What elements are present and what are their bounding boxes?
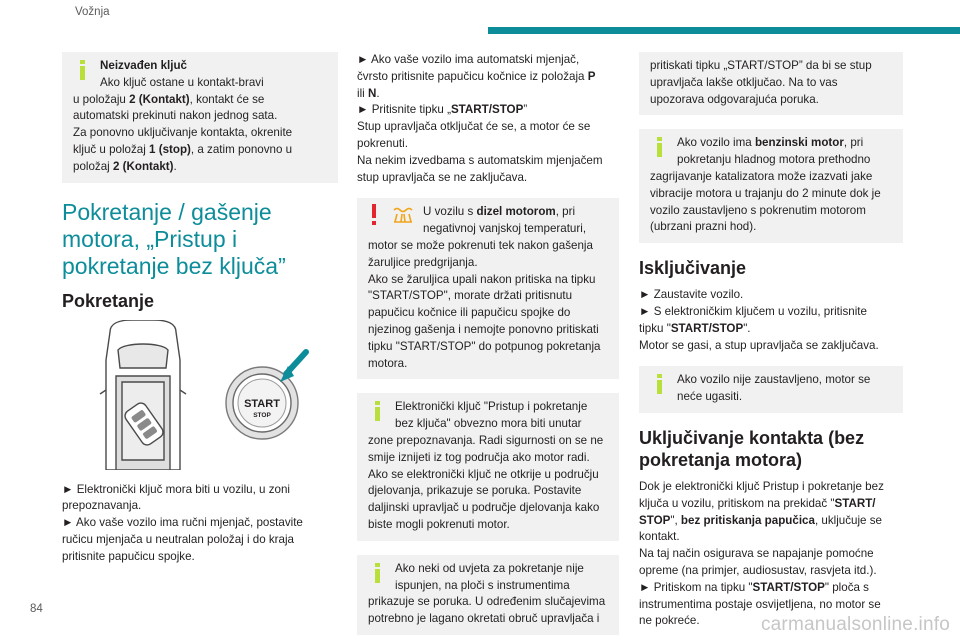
info-note-petrol: Ako vozilo ima benzinski motor, pri pokretanju hladnog motora prethodno zagrijavanje katalizatora može izazvati jake vibracije motora u trajanju do 2 minute dok je vozilo zaustavljeno s pokrenutim motorom (ubrzani prazni hod). (639, 129, 903, 243)
subheading-ignition-on: Uključivanje kontakta (bez pokretanja motora) (639, 427, 865, 470)
start-button-label: START (244, 397, 280, 410)
column-right (639, 52, 903, 630)
info-note-not-stopped: Ako vozilo nije zaustavljeno, motor se neće ugasiti. (639, 366, 903, 413)
info-note-key: Neizvađen ključ Ako ključ ostane u kontakt-bravi u položaju 2 (Kontakt), kontakt će se automatski prekinuti nakon jednog sata. Za ponovno uključivanje kontakta, okrenite ključ u položaj 1 (stop), a zatim ponovno u položaj 2 (Kontakt). (62, 52, 338, 183)
body-text: ► Zaustavite vozilo. ► S elektroničkim ključem u vozilu, pritisnite tipku "START/STOP". Motor se gasi, a stup upravljača se zaključava. (639, 288, 879, 352)
info-icon (652, 374, 668, 392)
section-heading: Pokretanje / gašenje motora, „Pristup i pokretanje bez ključa” (62, 198, 286, 279)
stop-button-label: STOP (253, 411, 271, 419)
warning-glow-plug-icon (370, 204, 414, 228)
note-line: Ako ključ ostane u kontakt-bravi (100, 75, 264, 89)
subheading-switch-off: Isključivanje (639, 258, 747, 279)
body-text: ► Ako vaše vozilo ima automatski mjenjač, čvrsto pritisnite papučicu kočnice iz položaja P ili N. ► Pritisnite tipku „START/STOP” Stup upravljača otključat će se, a motor će se pokrenuti. Na nekim izvedbama s automatskim mjenjačem stup upravljača se ne zaključava. (357, 53, 603, 184)
info-icon (370, 563, 386, 581)
note-title: Neizvađen ključ (100, 59, 187, 72)
section-label: Vožnja (75, 6, 110, 18)
info-note-key-zone: Elektronički ključ "Pristup i pokretanje bez ključa" obvezno mora biti unutar zone prepoznavanja. Radi sigurnosti on se ne smije iznijeti iz tog područja ako motor radi. Ako se elektronički ključ ne otkrije u području djelovanja, prikazuje se poruka. Postavite daljinski upravljač u područje djelovanja kako biste mogli pokrenuti motor. (357, 393, 619, 540)
header-accent-bar (488, 27, 960, 34)
car-key-zone-illustration (62, 320, 338, 470)
info-icon (75, 60, 91, 78)
body-text: Dok je elektronički ključ Pristup i pokretanje bez ključa u vozilu, pritiskom na prekidač "START/ STOP", bez pritiskanja papučica, uključuje se kontakt. Na taj način osigurava se napajanje pomoćne opreme (na primjer, audiosustav, rasvjeta itd.). ► Pritiskom na tipku "START/STOP" ploča s instrumentima postaje osvijetljena, no motor se ne pokreće. (639, 479, 884, 628)
warning-note-diesel: U vozilu s dizel motorom, pri negativnoj vanjskoj temperaturi, motor se može pokrenuti tek nakon gašenja žaruljice predgrijanja. Ako se žaruljica upali nakon pritiska na tipku "START/STOP", morate držati pritisnutu papučicu kočnice ili papučicu spojke do njezinog gašenja i nemojte ponovno pritiskati tipku "START/STOP" do potpunog pokretanja motora. (357, 198, 619, 379)
start-figure (62, 320, 338, 470)
page-number: 84 (30, 603, 43, 615)
info-icon (370, 401, 386, 419)
info-icon (652, 137, 668, 155)
column-middle (357, 52, 619, 640)
info-note-conditions: Ako neki od uvjeta za pokretanje nije ispunjen, na ploči s instrumentima prikazuje se poruka. U određenim slučajevima potrebno je lagano okretati obruč upravljača i (357, 555, 619, 635)
watermark: carmanualsonline.info (760, 614, 950, 635)
note-continued: pritiskati tipku „START/STOP” da bi se stup upravljača lakše otključao. Na to vas upozorava odgovarajuća poruka. (639, 52, 903, 115)
glow-plug-icon (392, 206, 414, 224)
subheading-start: Pokretanje (62, 290, 155, 311)
body-text: ► Elektronički ključ mora biti u vozilu, u zoni prepoznavanja. ► Ako vaše vozilo ima ručni mjenjač, postavite ručicu mjenjača u neutralan položaj i do kraja pritisnite papučicu spojke. (62, 482, 303, 563)
column-left (62, 52, 338, 566)
